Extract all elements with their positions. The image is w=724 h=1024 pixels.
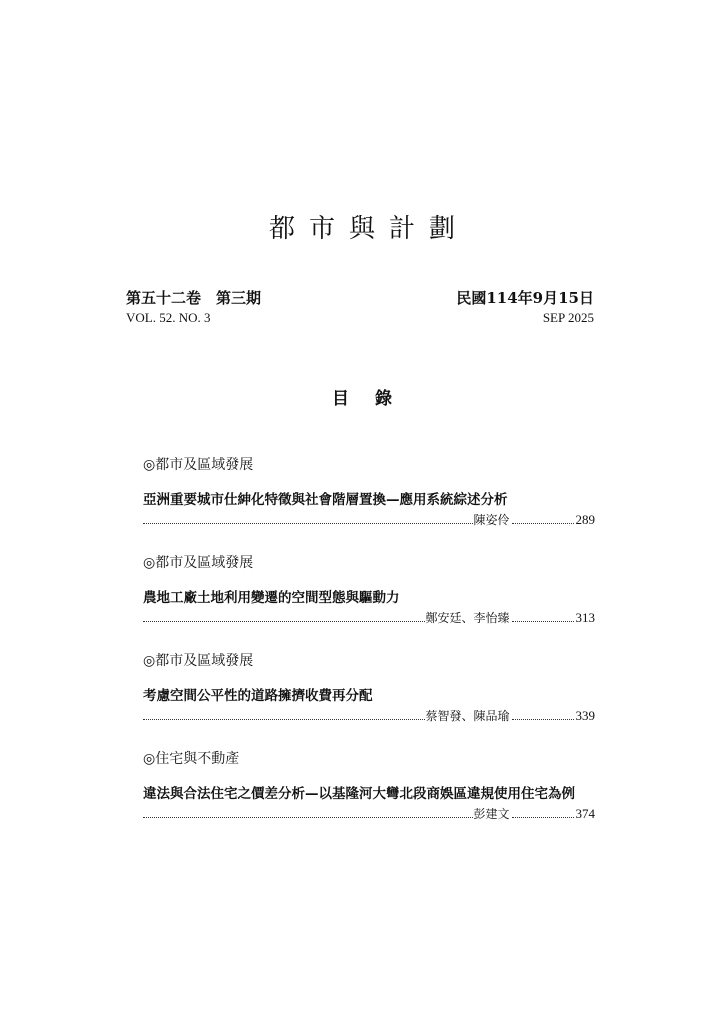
dot-leader bbox=[512, 620, 574, 622]
page-number[interactable]: 313 bbox=[575, 610, 595, 625]
entry-author-line bbox=[143, 511, 595, 528]
publication-date-chinese: 民國114年9月15日 bbox=[456, 289, 594, 307]
issue-info-chinese bbox=[126, 287, 594, 308]
dot-leader bbox=[512, 522, 574, 524]
article-authors: 蔡智發、陳品瑜 bbox=[425, 709, 510, 723]
page-number[interactable]: 374 bbox=[575, 806, 595, 821]
entry-author-line bbox=[143, 609, 595, 626]
toc-entry bbox=[143, 650, 595, 748]
page-number[interactable]: 289 bbox=[575, 512, 595, 527]
dot-leader bbox=[143, 816, 473, 818]
article-authors: 彭建文 bbox=[473, 807, 510, 821]
toc-entry bbox=[143, 454, 595, 552]
table-of-contents bbox=[143, 454, 595, 846]
toc-entry bbox=[143, 552, 595, 650]
dot-leader bbox=[512, 718, 574, 720]
entry-author-line bbox=[143, 805, 595, 822]
dot-leader bbox=[143, 522, 473, 524]
article-title[interactable]: 農地工廠土地利用變遷的空間型態與驅動力 bbox=[143, 590, 400, 606]
publication-date-english: SEP 2025 bbox=[542, 310, 594, 325]
entry-author-line bbox=[143, 707, 595, 724]
journal-title: 都市與計劃 bbox=[268, 214, 469, 244]
volume-issue-english: VOL. 52. NO. 3 bbox=[126, 310, 211, 325]
article-title[interactable]: 違法與合法住宅之價差分析—以基隆河大彎北段商娛區違規使用住宅為例 bbox=[143, 786, 575, 802]
volume-issue-chinese: 第五十二卷 第三期 bbox=[126, 289, 262, 307]
dot-leader bbox=[143, 718, 425, 720]
category-label: ◎都市及區域發展 bbox=[143, 653, 254, 669]
article-title[interactable]: 考慮空間公平性的道路擁擠收費再分配 bbox=[143, 688, 373, 704]
toc-entry bbox=[143, 748, 595, 846]
category-label: ◎都市及區域發展 bbox=[143, 555, 254, 571]
issue-info-english bbox=[126, 310, 594, 326]
page-number[interactable]: 339 bbox=[575, 708, 595, 723]
article-title[interactable]: 亞洲重要城市仕紳化特徵與社會階層置換—應用系統綜述分析 bbox=[143, 492, 508, 508]
category-label: ◎住宅與不動產 bbox=[143, 751, 240, 767]
dot-leader bbox=[143, 620, 425, 622]
article-authors: 鄭安廷、李怡臻 bbox=[425, 611, 510, 625]
dot-leader bbox=[512, 816, 574, 818]
category-label: ◎都市及區域發展 bbox=[143, 457, 254, 473]
toc-heading: 目錄 bbox=[332, 389, 418, 409]
article-authors: 陳姿伶 bbox=[473, 513, 510, 527]
